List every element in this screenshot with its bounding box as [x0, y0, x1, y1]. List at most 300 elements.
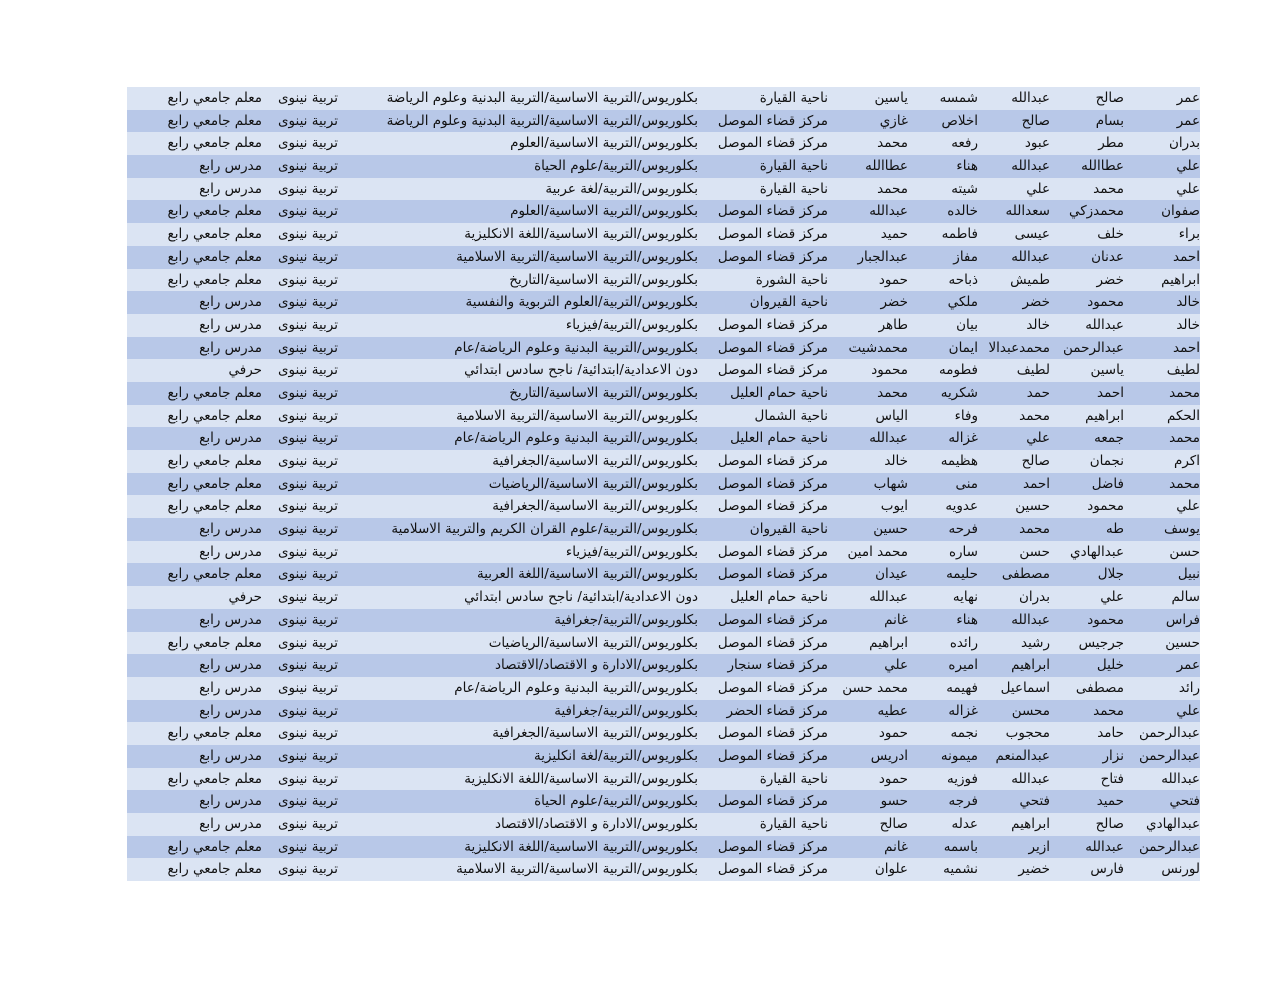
table-row — [127, 790, 1200, 813]
table-cell: عبدالله — [869, 430, 908, 447]
table-cell: ايمان — [948, 339, 978, 356]
table-cell: محمد حسن — [842, 679, 908, 696]
table-cell: محمد — [1019, 407, 1050, 424]
table-cell: محمود — [871, 362, 908, 379]
table-cell: تربية نينوى — [277, 248, 338, 265]
table-cell: بكلوريوس/التربية/فيزياء — [565, 543, 698, 560]
table-cell: ابراهيم — [1011, 816, 1050, 832]
table-cell: حامد — [1097, 725, 1124, 742]
table-cell: محمد — [1019, 521, 1050, 538]
table-cell: غازي — [879, 112, 908, 129]
table-cell: نجمان — [1089, 453, 1124, 469]
table-cell: تربية نينوى — [277, 180, 338, 197]
table-cell: طميش — [1010, 271, 1050, 288]
table-cell: تربية نينوى — [277, 316, 338, 333]
table-cell: تربية نينوى — [277, 816, 338, 832]
table-cell: بكلوريوس/التربية الاساسية/العلوم — [510, 135, 698, 152]
table-cell: سالم — [1171, 589, 1200, 606]
table-row — [127, 654, 1200, 677]
table-cell: علي — [1176, 498, 1200, 515]
table-cell: بكلوريوس/التربية الاساسية/التاريخ — [509, 384, 698, 401]
table-cell: معلم جامعي رابع — [167, 112, 262, 129]
table-cell: مركز قضاء الموصل — [717, 566, 828, 583]
table-cell: مركز قضاء الموصل — [717, 112, 828, 129]
table-cell: لطيف — [1016, 362, 1050, 379]
table-row — [127, 223, 1200, 246]
table-cell: مركز قضاء الموصل — [717, 861, 828, 878]
table-cell: خضير — [1018, 861, 1050, 878]
table-cell: ياسين — [1090, 362, 1124, 379]
table-cell: اكرم — [1174, 453, 1200, 469]
table-cell: فهيمه — [946, 679, 978, 696]
table-cell: اسماعيل — [1000, 679, 1050, 696]
table-cell: سعدالله — [1005, 203, 1050, 220]
table-cell: تربية نينوى — [277, 838, 338, 855]
table-cell: تربية نينوى — [277, 521, 338, 538]
table-cell: فاطمه — [941, 226, 978, 243]
table-row — [127, 745, 1200, 768]
table-cell: جرجيس — [1078, 634, 1124, 651]
table-cell: ميمونه — [940, 747, 978, 764]
table-row — [127, 359, 1200, 382]
table-row — [127, 427, 1200, 450]
table-cell: جمعه — [1094, 430, 1124, 447]
table-cell: حمود — [878, 725, 908, 742]
table-cell: محمد — [1169, 475, 1200, 492]
spreadsheet-table — [127, 87, 1200, 881]
table-row — [127, 405, 1200, 428]
table-cell: فاضل — [1091, 475, 1124, 492]
table-cell: خالده — [947, 203, 978, 220]
table-cell: خضر — [1022, 294, 1050, 311]
table-cell: فوزيه — [947, 770, 978, 787]
table-cell: عبدالرحمن — [1139, 838, 1200, 855]
table-row — [127, 132, 1200, 155]
table-cell: معلم جامعي رابع — [167, 407, 262, 424]
table-cell: غانم — [884, 838, 908, 855]
table-cell: خلف — [1097, 226, 1124, 243]
table-cell: احمد — [1097, 384, 1124, 401]
table-cell: معلم جامعي رابع — [167, 135, 262, 152]
table-cell: مركز قضاء الموصل — [717, 339, 828, 356]
table-cell: مركز قضاء الموصل — [717, 226, 828, 243]
table-cell: معلم جامعي رابع — [167, 475, 262, 492]
table-cell: دون الاعدادية/ابتدائية/ ناجح سادس ابتدائي — [464, 362, 698, 379]
table-cell: بكلوريوس/التربية الاساسية/التاريخ — [509, 271, 698, 288]
table-cell: تربية نينوى — [277, 203, 338, 220]
table-cell: نزار — [1102, 747, 1124, 764]
table-row — [127, 586, 1200, 609]
table-cell: بدران — [1168, 135, 1200, 152]
table-cell: بكلوريوس/التربية/فيزياء — [565, 316, 698, 333]
table-cell: بكلوريوس/التربية الاساسية/التربية البدنية وعلوم الرياضة — [386, 90, 698, 106]
table-row — [127, 155, 1200, 178]
table-cell: لورنس — [1161, 861, 1200, 878]
table-cell: تربية نينوى — [277, 770, 338, 787]
table-cell: مركز قضاء الموصل — [717, 793, 828, 810]
table-cell: عبدالله — [869, 203, 908, 220]
table-cell: معلم جامعي رابع — [167, 566, 262, 583]
table-cell: مركز قضاء الموصل — [717, 498, 828, 515]
table-cell: محمد — [1169, 430, 1200, 447]
table-cell: ذباحه — [948, 271, 978, 288]
table-cell: نشميه — [943, 861, 978, 878]
table-cell: ناحية القيارة — [759, 158, 828, 175]
table-cell: مدرس رابع — [199, 543, 262, 560]
table-cell: محمد — [1093, 702, 1124, 719]
table-cell: محسن — [1011, 702, 1050, 719]
table-cell: عطاالله — [1081, 158, 1124, 175]
table-cell: طه — [1106, 521, 1124, 538]
table-cell: عبدالهادي — [1146, 816, 1200, 832]
table-cell: محمد — [877, 135, 908, 152]
table-cell: محمد — [1093, 180, 1124, 197]
table-cell: منى — [955, 475, 978, 492]
table-cell: عبدالله — [1011, 770, 1050, 787]
table-cell: محمد — [877, 384, 908, 401]
table-cell: رائد — [1178, 679, 1200, 696]
table-cell: محمدزكي — [1068, 203, 1124, 220]
table-cell: معلم جامعي رابع — [167, 634, 262, 651]
table-cell: ملكي — [947, 294, 978, 311]
table-cell: عبدالله — [1011, 90, 1050, 106]
table-cell: مدرس رابع — [199, 679, 262, 696]
table-cell: اميره — [948, 657, 978, 674]
table-cell: ناحية القيارة — [759, 770, 828, 787]
table-cell: علي — [884, 657, 908, 674]
table-cell: بكلوريوس/التربية البدنية وعلوم الرياضة/عام — [454, 339, 698, 356]
table-row — [127, 632, 1200, 655]
table-cell: تربية نينوى — [277, 226, 338, 243]
table-cell: بكلوريوس/التربية الاساسية/الرياضيات — [488, 475, 698, 492]
table-row — [127, 178, 1200, 201]
table-cell: عمر — [1176, 90, 1200, 106]
table-cell: معلم جامعي رابع — [167, 498, 262, 515]
table-cell: صالح — [879, 816, 908, 832]
table-cell: ناحية القيارة — [759, 816, 828, 832]
table-cell: دون الاعدادية/ابتدائية/ ناجح سادس ابتدائي — [464, 589, 698, 606]
table-cell: نبيل — [1177, 566, 1200, 583]
table-cell: معلم جامعي رابع — [167, 838, 262, 855]
table-cell: مركز قضاء الموصل — [717, 475, 828, 492]
table-cell: مركز قضاء الموصل — [717, 679, 828, 696]
table-cell: حسن — [1019, 543, 1050, 560]
table-row — [127, 700, 1200, 723]
table-cell: نهايه — [952, 589, 978, 606]
table-cell: فارس — [1090, 861, 1124, 878]
table-cell: مركز قضاء الموصل — [717, 316, 828, 333]
table-row — [127, 87, 1200, 110]
table-cell: مركز قضاء الموصل — [717, 634, 828, 651]
table-row — [127, 722, 1200, 745]
table-cell: ناحية القيروان — [749, 294, 828, 311]
table-cell: مركز قضاء الموصل — [717, 747, 828, 764]
table-cell: مدرس رابع — [199, 294, 262, 311]
table-cell: حمود — [878, 770, 908, 787]
table-row — [127, 541, 1200, 564]
table-cell: مدرس رابع — [199, 657, 262, 674]
table-cell: بكلوريوس/التربية الاساسية/اللغة الانكليزية — [464, 838, 698, 855]
table-cell: فتحي — [1169, 793, 1200, 810]
table-cell: احمد — [1173, 339, 1200, 356]
table-cell: خالد — [1176, 316, 1200, 333]
table-cell: معلم جامعي رابع — [167, 725, 262, 742]
table-cell: عبدالرحمن — [1063, 339, 1124, 356]
table-cell: خضر — [880, 294, 908, 311]
table-cell: تربية نينوى — [277, 135, 338, 152]
table-cell: تربية نينوى — [277, 679, 338, 696]
table-cell: مركز قضاء الموصل — [717, 453, 828, 469]
table-cell: محمدعبدالا — [988, 339, 1050, 356]
table-cell: بكلوريوس/التربية الاساسية/التربية البدنية وعلوم الرياضة — [386, 112, 698, 129]
table-cell: شيته — [951, 180, 978, 197]
table-cell: تربية نينوى — [277, 384, 338, 401]
table-cell: صالح — [1021, 453, 1050, 469]
table-cell: ياسين — [874, 90, 908, 106]
table-cell: رفعه — [951, 135, 978, 152]
table-cell: مركز قضاء الموصل — [717, 248, 828, 265]
table-cell: حرفي — [228, 362, 262, 379]
table-cell: تربية نينوى — [277, 793, 338, 810]
table-row — [127, 269, 1200, 292]
table-cell: ناحية القيارة — [759, 90, 828, 106]
table-cell: ازير — [1028, 838, 1050, 855]
table-cell: تربية نينوى — [277, 339, 338, 356]
table-cell: براء — [1178, 226, 1200, 243]
table-cell: بسام — [1095, 112, 1124, 129]
table-row — [127, 473, 1200, 496]
table-cell: حسين — [1165, 634, 1200, 651]
table-cell: مركز قضاء سنجار — [727, 657, 828, 674]
table-cell: الياس — [875, 407, 908, 424]
table-cell: شمسه — [939, 90, 978, 106]
table-cell: مدرس رابع — [199, 430, 262, 447]
table-cell: مدرس رابع — [199, 316, 262, 333]
table-cell: تربية نينوى — [277, 747, 338, 764]
table-cell: بكلوريوس/التربية الاساسية/اللغة العربية — [477, 566, 698, 583]
table-cell: مركز قضاء الموصل — [717, 543, 828, 560]
table-cell: تربية نينوى — [277, 112, 338, 129]
table-cell: بكلوريوس/الادارة و الاقتصاد/الاقتصاد — [494, 657, 698, 674]
table-cell: علي — [1026, 180, 1050, 197]
table-cell: عبدالله — [1085, 838, 1124, 855]
table-cell: بكلوريوس/التربية الاساسية/الرياضيات — [488, 634, 698, 651]
table-cell: محمد — [877, 180, 908, 197]
table-cell: تربية نينوى — [277, 498, 338, 515]
table-row — [127, 563, 1200, 586]
table-cell: علوان — [874, 861, 908, 878]
table-cell: تربية نينوى — [277, 634, 338, 651]
table-cell: عبدالرحمن — [1139, 747, 1200, 764]
table-cell: فراس — [1165, 611, 1200, 628]
table-cell: بكلوريوس/التربية الاساسية/التربية الاسلامية — [456, 861, 698, 878]
table-cell: حميد — [880, 226, 908, 243]
table-cell: صفوان — [1161, 203, 1200, 220]
table-cell: تربية نينوى — [277, 271, 338, 288]
table-cell: محمود — [1087, 294, 1124, 311]
table-cell: معلم جامعي رابع — [167, 770, 262, 787]
table-cell: محمدشيت — [848, 339, 908, 356]
table-row — [127, 314, 1200, 337]
table-cell: وفاء — [954, 407, 978, 424]
table-cell: احمد — [1023, 475, 1050, 492]
table-cell: تربية نينوى — [277, 362, 338, 379]
table-cell: عيسى — [1014, 226, 1050, 243]
table-cell: عبدالله — [869, 589, 908, 606]
table-cell: عمر — [1176, 112, 1200, 129]
table-cell: حسن — [1169, 543, 1200, 560]
table-row — [127, 337, 1200, 360]
table-cell: بيان — [956, 316, 978, 333]
table-cell: تربية نينوى — [277, 407, 338, 424]
table-cell: فرحه — [948, 521, 978, 538]
table-cell: يوسف — [1163, 521, 1200, 538]
table-cell: محمد امين — [847, 543, 908, 560]
table-cell: حميد — [1096, 793, 1124, 810]
table-cell: علي — [1176, 702, 1200, 719]
table-cell: فطومه — [939, 362, 978, 379]
table-cell: ابراهيم — [869, 634, 908, 651]
table-cell: عبدالله — [1085, 316, 1124, 333]
table-cell: مصطفى — [1001, 566, 1050, 583]
table-cell: عبدالجبار — [857, 248, 908, 265]
table-cell: مركز قضاء الموصل — [717, 135, 828, 152]
table-cell: حمد — [1026, 384, 1050, 401]
table-cell: خليل — [1096, 657, 1124, 674]
table-cell: محمود — [1087, 498, 1124, 515]
table-cell: عبدالله — [1011, 248, 1050, 265]
table-cell: بكلوريوس/التربية الاساسية/الجغرافية — [492, 453, 698, 469]
table-cell: ناحية القيروان — [749, 521, 828, 538]
table-cell: بكلوريوس/التربية البدنية وعلوم الرياضة/عام — [454, 430, 698, 447]
table-cell: شكريه — [940, 384, 978, 401]
table-cell: بكلوريوس/التربية/علوم الحياة — [534, 158, 698, 175]
table-cell: عدله — [951, 816, 978, 832]
table-cell: حسو — [880, 793, 908, 810]
table-row — [127, 768, 1200, 791]
table-cell: تربية نينوى — [277, 294, 338, 311]
table-cell: ناحية حمام العليل — [730, 384, 828, 401]
table-row — [127, 858, 1200, 881]
table-cell: ابراهيم — [1085, 407, 1124, 424]
table-cell: بكلوريوس/الادارة و الاقتصاد/الاقتصاد — [494, 816, 698, 832]
table-cell: معلم جامعي رابع — [167, 90, 262, 106]
table-cell: بكلوريوس/التربية الاساسية/اللغة الانكليزية — [464, 226, 698, 243]
table-cell: لطيف — [1166, 362, 1200, 379]
table-row — [127, 450, 1200, 473]
table-cell: مدرس رابع — [199, 747, 262, 764]
table-cell: مدرس رابع — [199, 816, 262, 832]
table-cell: نجمه — [950, 725, 978, 742]
table-cell: صالح — [1095, 90, 1124, 106]
table-cell: مدرس رابع — [199, 158, 262, 175]
table-cell: رائده — [949, 634, 978, 651]
table-cell: علي — [1176, 158, 1200, 175]
table-cell: عدويه — [945, 498, 978, 515]
table-cell: اخلاص — [941, 112, 978, 129]
table-cell: محجوب — [1005, 725, 1050, 742]
table-cell: معلم جامعي رابع — [167, 226, 262, 243]
table-cell: فتاح — [1100, 770, 1124, 787]
table-row — [127, 110, 1200, 133]
table-cell: بكلوريوس/التربية الاساسية/التربية الاسلامية — [456, 248, 698, 265]
table-cell: محمود — [1087, 611, 1124, 628]
table-cell: مدرس رابع — [199, 180, 262, 197]
table-row — [127, 382, 1200, 405]
table-cell: تربية نينوى — [277, 453, 338, 469]
table-cell: تربية نينوى — [277, 566, 338, 583]
table-cell: تربية نينوى — [277, 430, 338, 447]
table-cell: تربية نينوى — [277, 702, 338, 719]
table-cell: هناء — [956, 158, 978, 175]
table-cell: عبدالله — [1011, 158, 1050, 175]
table-cell: مركز قضاء الحضر — [726, 702, 828, 719]
table-cell: صالح — [1021, 112, 1050, 129]
table-cell: خالد — [1176, 294, 1200, 311]
table-cell: عمر — [1176, 657, 1200, 674]
table-cell: غزاله — [948, 430, 978, 447]
table-cell: معلم جامعي رابع — [167, 453, 262, 469]
table-cell: خالد — [1026, 316, 1050, 333]
table-cell: عبدالله — [1011, 611, 1050, 628]
table-cell: مطر — [1098, 135, 1124, 152]
table-cell: علي — [1176, 180, 1200, 197]
table-row — [127, 495, 1200, 518]
table-cell: هناء — [956, 611, 978, 628]
table-cell: بكلوريوس/التربية/جغرافية — [554, 702, 698, 719]
table-cell: مدرس رابع — [199, 339, 262, 356]
table-cell: عطيه — [877, 702, 908, 719]
table-cell: شهاب — [873, 475, 908, 492]
table-cell: صالح — [1095, 816, 1124, 832]
table-cell: فتحي — [1019, 793, 1050, 810]
table-cell: تربية نينوى — [277, 657, 338, 674]
table-cell: محمد — [1169, 384, 1200, 401]
table-cell: مدرس رابع — [199, 793, 262, 810]
table-cell: معلم جامعي رابع — [167, 248, 262, 265]
table-cell: تربية نينوى — [277, 475, 338, 492]
table-cell: ناحية حمام العليل — [730, 589, 828, 606]
table-cell: حسين — [1015, 498, 1050, 515]
table-cell: مركز قضاء الموصل — [717, 611, 828, 628]
table-cell: مركز قضاء الموصل — [717, 838, 828, 855]
table-cell: بكلوريوس/التربية/علوم الحياة — [534, 793, 698, 810]
table-cell: حمود — [878, 271, 908, 288]
table-cell: غزاله — [948, 702, 978, 719]
table-cell: تربية نينوى — [277, 589, 338, 606]
table-cell: بكلوريوس/التربية/العلوم التربوية والنفسية — [465, 294, 698, 311]
table-cell: بكلوريوس/التربية الاساسية/العلوم — [510, 203, 698, 220]
table-cell: تربية نينوى — [277, 158, 338, 175]
table-cell: طاهر — [878, 316, 908, 333]
table-cell: احمد — [1173, 248, 1200, 265]
table-cell: ناحية الشورة — [755, 271, 828, 288]
table-cell: بكلوريوس/التربية/لغة عربية — [545, 180, 698, 197]
table-cell: مركز قضاء الموصل — [717, 362, 828, 379]
table-row — [127, 677, 1200, 700]
table-cell: جلال — [1097, 566, 1124, 583]
table-cell: عبدالمنعم — [995, 747, 1050, 764]
table-cell: ايوب — [880, 498, 908, 515]
table-cell: حسين — [873, 521, 908, 538]
table-row — [127, 813, 1200, 836]
table-row — [127, 609, 1200, 632]
table-cell: علي — [1026, 430, 1050, 447]
table-cell: باسمه — [943, 838, 978, 855]
table-cell: خضر — [1096, 271, 1124, 288]
table-cell: تربية نينوى — [277, 543, 338, 560]
table-cell: بدران — [1018, 589, 1050, 606]
